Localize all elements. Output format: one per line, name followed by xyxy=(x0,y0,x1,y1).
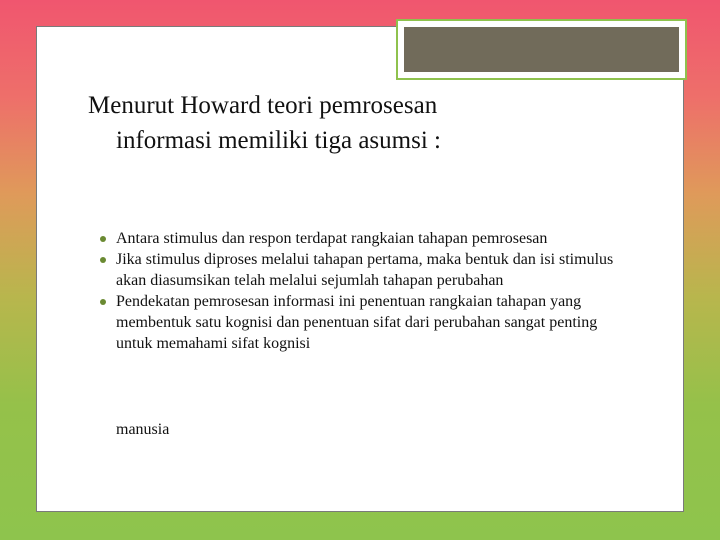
bullet-item xyxy=(100,291,620,354)
decorative-header-fill xyxy=(404,27,679,72)
bullet-text: Jika stimulus diproses melalui tahapan pertama, maka bentuk dan isi stimulus akan diasumsikan telah melalui sejumlah tahapan perubahan xyxy=(116,251,614,289)
bullet-dot-icon xyxy=(100,299,106,305)
bullet-item xyxy=(100,249,620,291)
slide-title-line-2: informasi memiliki tiga asumsi : xyxy=(116,127,441,154)
bullet-dot-icon xyxy=(100,257,106,263)
decorative-header-box xyxy=(396,19,687,80)
bullet-continuation-text: manusia xyxy=(116,421,170,438)
bullet-item xyxy=(100,228,620,249)
bullet-list xyxy=(100,228,620,354)
bullet-text: Pendekatan pemrosesan informasi ini penentuan rangkaian tahapan yang membentuk satu kognisi dan penentuan sifat dari perubahan sangat penting untuk memahami sifat kognisi xyxy=(116,293,598,352)
slide-title xyxy=(88,88,648,158)
bullet-dot-icon xyxy=(100,236,106,242)
bullet-text: Antara stimulus dan respon terdapat rangkaian tahapan pemrosesan xyxy=(116,230,548,247)
slide-title-line-1: Menurut Howard teori pemrosesan xyxy=(88,92,438,119)
